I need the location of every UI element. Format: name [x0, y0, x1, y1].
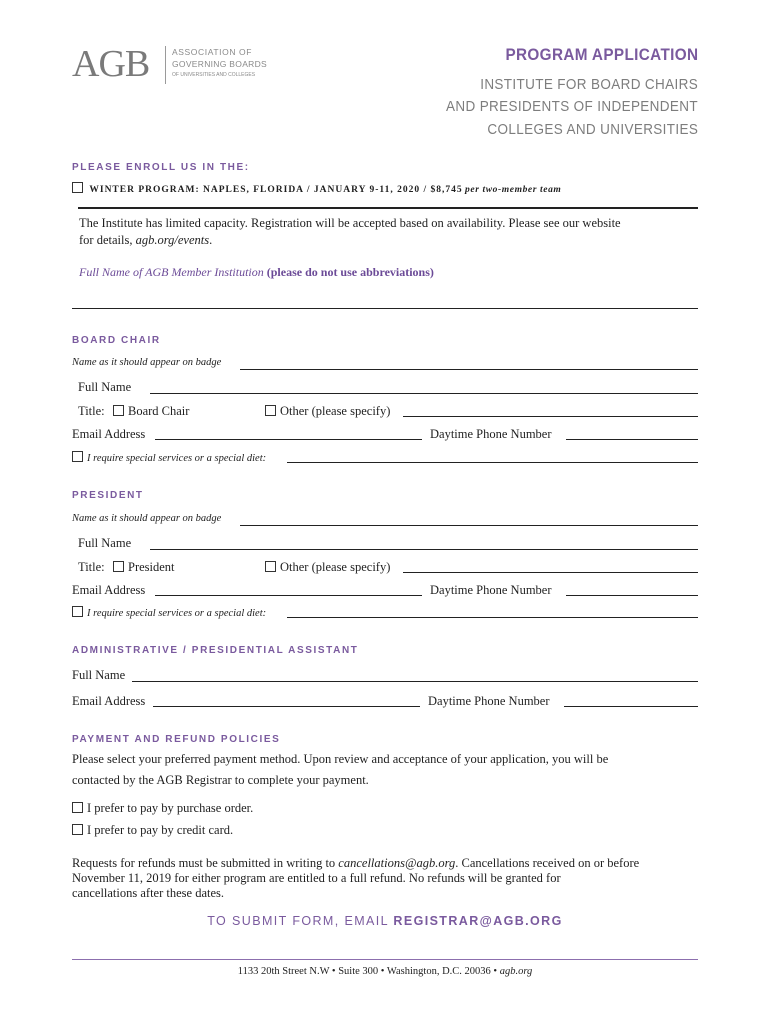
assistant-phone-label: Daytime Phone Number — [428, 694, 550, 708]
winter-program-label: WINTER PROGRAM: NAPLES, FLORIDA / JANUARY 9-11, 2020 / $8,745 — [89, 185, 463, 195]
chair-special-field[interactable] — [287, 462, 698, 463]
refund-line2: November 11, 2019 for either program are entitled to a full refund. No refunds will be granted for — [72, 871, 561, 885]
credit-card-checkbox[interactable] — [72, 824, 83, 835]
president-full-name-field[interactable] — [150, 549, 698, 550]
cancellations-email-link[interactable]: cancellations@agb.org — [338, 856, 456, 870]
page-title: PROGRAM APPLICATION — [505, 45, 698, 64]
logo-line2: GOVERNING BOARDS — [172, 59, 268, 69]
assistant-full-name-field[interactable] — [132, 681, 698, 682]
winter-program-option[interactable] — [72, 182, 561, 195]
president-special-field[interactable] — [287, 617, 698, 618]
assistant-email-label: Email Address — [72, 694, 146, 708]
board-chair-option-label: Board Chair — [128, 404, 190, 418]
submit-prefix: TO SUBMIT FORM, EMAIL — [207, 914, 389, 928]
chair-special-label: I require special services or a special diet: — [87, 453, 267, 464]
president-heading: PRESIDENT — [72, 490, 144, 501]
president-other-checkbox[interactable] — [265, 561, 276, 572]
footer-rule — [72, 959, 698, 960]
chair-title-option-board-chair[interactable] — [113, 404, 189, 419]
chair-other-field[interactable] — [403, 416, 698, 417]
winter-program-suffix: per two-member team — [465, 185, 562, 195]
president-other-field[interactable] — [403, 572, 698, 573]
president-checkbox[interactable] — [113, 561, 124, 572]
president-option-label: President — [128, 560, 175, 574]
credit-card-label: I prefer to pay by credit card. — [87, 823, 234, 837]
logo-line1: ASSOCIATION OF — [172, 47, 253, 57]
chair-other-checkbox[interactable] — [265, 405, 276, 416]
president-title-option-president[interactable] — [113, 560, 175, 575]
chair-email-label: Email Address — [72, 427, 146, 441]
assistant-phone-field[interactable] — [564, 706, 698, 707]
president-email-field[interactable] — [155, 595, 422, 596]
chair-special-checkbox[interactable] — [72, 451, 83, 462]
chair-other-option-label: Other (please specify) — [280, 404, 391, 418]
assistant-full-name-label: Full Name — [72, 668, 126, 682]
subtitle-line1: INSTITUTE FOR BOARD CHAIRS — [480, 76, 698, 93]
refund-line1 — [72, 856, 639, 871]
refund-line3: cancellations after these dates. — [72, 886, 225, 900]
board-chair-checkbox[interactable] — [113, 405, 124, 416]
chair-full-name-field[interactable] — [150, 393, 698, 394]
subtitle-line3: COLLEGES AND UNIVERSITIES — [487, 121, 698, 138]
notice-end: . — [209, 233, 213, 247]
winter-program-checkbox[interactable] — [72, 182, 83, 193]
chair-phone-label: Daytime Phone Number — [430, 427, 552, 441]
subtitle-line2: AND PRESIDENTS OF INDEPENDENT — [446, 98, 698, 115]
chair-title-label: Title: — [78, 404, 105, 418]
chair-badge-field[interactable] — [240, 369, 698, 370]
president-title-option-other[interactable] — [265, 560, 390, 575]
enroll-heading: PLEASE ENROLL US IN THE: — [72, 162, 250, 173]
footer-address-text: 1133 20th Street N.W • Suite 300 • Washington, D.C. 20036 • — [237, 966, 498, 977]
president-special-label: I require special services or a special diet: — [87, 608, 267, 619]
institution-note: (please do not use abbreviations) — [266, 265, 434, 279]
logo-line3: OF UNIVERSITIES AND COLLEGES — [172, 72, 256, 78]
footer-site-link[interactable]: agb.org — [499, 966, 533, 977]
refund-prefix: Requests for refunds must be submitted in writing to — [72, 856, 336, 870]
chair-badge-label: Name as it should appear on badge — [72, 357, 222, 368]
capacity-notice-line2 — [79, 233, 212, 248]
president-phone-field[interactable] — [566, 595, 698, 596]
president-email-label: Email Address — [72, 583, 146, 597]
purchase-order-label: I prefer to pay by purchase order. — [87, 801, 254, 815]
assistant-heading: ADMINISTRATIVE / PRESIDENTIAL ASSISTANT — [72, 645, 359, 656]
president-full-name-label: Full Name — [78, 536, 132, 550]
chair-title-option-other[interactable] — [265, 404, 390, 419]
footer-address — [0, 966, 770, 977]
capacity-notice-line1: The Institute has limited capacity. Registration will be accepted based on availability. Please see our website — [79, 216, 621, 230]
institution-field[interactable] — [72, 308, 698, 309]
registrar-email-link[interactable]: REGISTRAR@AGB.ORG — [393, 914, 563, 928]
notice-prefix: for details, — [79, 233, 133, 247]
payment-heading: PAYMENT AND REFUND POLICIES — [72, 734, 281, 745]
pay-credit-card-option[interactable] — [72, 823, 233, 838]
assistant-email-field[interactable] — [153, 706, 420, 707]
refund-suffix: . Cancellations received on or before — [455, 856, 640, 870]
president-phone-label: Daytime Phone Number — [430, 583, 552, 597]
agb-logo — [72, 44, 282, 90]
institution-label-text: Full Name of AGB Member Institution — [79, 265, 264, 279]
chair-full-name-label: Full Name — [78, 380, 132, 394]
purchase-order-checkbox[interactable] — [72, 802, 83, 813]
chair-phone-field[interactable] — [566, 439, 698, 440]
president-badge-field[interactable] — [240, 525, 698, 526]
payment-intro-line1: Please select your preferred payment method. Upon review and acceptance of your application, you will be — [72, 752, 609, 766]
president-title-label: Title: — [78, 560, 105, 574]
institution-label — [79, 265, 434, 280]
enroll-rule — [78, 207, 698, 209]
logo-letters: AGB — [72, 43, 150, 85]
pay-purchase-order-option[interactable] — [72, 801, 253, 816]
president-other-option-label: Other (please specify) — [280, 560, 391, 574]
submit-instruction — [0, 914, 770, 928]
chair-email-field[interactable] — [155, 439, 422, 440]
president-badge-label: Name as it should appear on badge — [72, 513, 222, 524]
board-chair-heading: BOARD CHAIR — [72, 335, 161, 346]
events-link[interactable]: agb.org/events — [135, 233, 210, 247]
president-special-checkbox[interactable] — [72, 606, 83, 617]
chair-special-services[interactable] — [72, 451, 266, 464]
payment-intro-line2: contacted by the AGB Registrar to complete your payment. — [72, 773, 369, 787]
logo-divider — [165, 46, 166, 84]
president-special-services[interactable] — [72, 606, 266, 619]
